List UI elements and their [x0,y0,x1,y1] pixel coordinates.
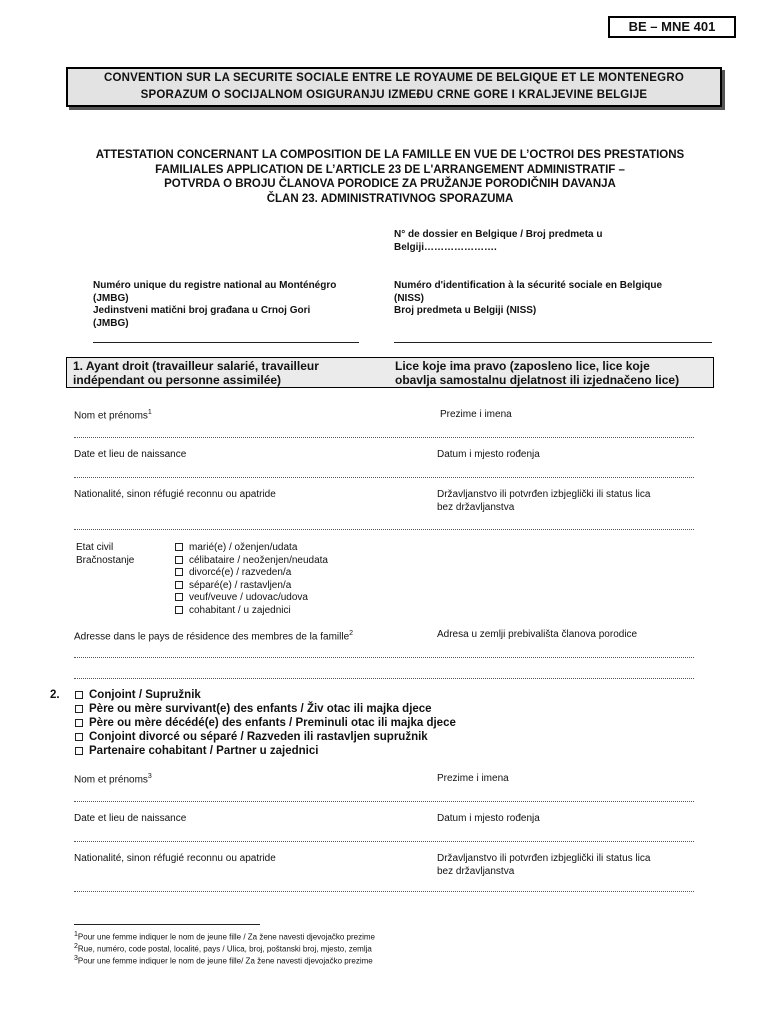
relation-option-label: Père ou mère décédé(e) des enfants / Preminuli otac ili majka djece [89,717,456,729]
form-code: BE – MNE 401 [608,16,736,38]
civil-option-label: séparé(e) / rastavljen/a [189,579,292,591]
footnote-ref-3: 3 [147,773,152,780]
s1-address-label-fr [74,628,353,644]
checkbox[interactable] [175,593,183,601]
section-1-title-fr-line-2: indépendant ou personne assimilée) [73,372,282,387]
s2-nationality-label-me-line-1: Državljanstvo ili potvrđen izbjeglički ili status lica [437,853,651,864]
footnote-text: Rue, numéro, code postal, localité, pays / Ulica, broj, poštanski broj, mjesto, zemlja [77,944,372,954]
s2-name-label-fr [74,771,152,787]
checkbox[interactable] [175,556,183,564]
convention-title-me: SPORAZUM O SOCIJALNOM OSIGURANJU IZMEĐU CRNE GORE I KRALJEVINE BELGIJE [140,89,648,101]
convention-title [66,67,722,107]
footnote-3 [74,954,375,966]
relation-option-label: Partenaire cohabitant / Partner u zajednici [89,745,319,757]
relation-option-cohabiting-partner[interactable] [75,744,456,758]
section-1-title-me [395,360,711,387]
niss-label-line-1: Numéro d'identification à la sécurité sociale en Belgique [394,280,663,291]
civil-status-options [175,542,328,617]
attestation-line-1: ATTESTATION CONCERNANT LA COMPOSITION DE LA FAMILLE EN VUE DE L’OCTROI DES PRESTATIONS [95,149,685,161]
relation-option-surviving-parent[interactable] [75,702,456,716]
footnote-1 [74,930,375,942]
dossier-label-line-1: N° de dossier en Belgique / Broj predmeta u [394,229,603,240]
civil-option-divorced[interactable] [175,567,328,580]
footnote-ref-2: 2 [349,630,354,637]
s2-nationality-input-line[interactable] [74,891,694,892]
section-1-title-me-line-1: Lice koje ima pravo (zaposleno lice, lice koje [395,359,650,373]
footnote-2 [74,942,375,954]
s1-name-label-me: Prezime i imena [440,409,512,420]
civil-option-label: veuf/veuve / udovac/udova [189,592,308,603]
s1-name-input-line[interactable] [74,437,694,438]
civil-status-label-fr: Etat civil [76,542,114,553]
s2-birth-label-me: Datum i mjesto rođenja [437,813,540,824]
civil-option-married[interactable] [175,542,328,555]
s1-birth-label-fr: Date et lieu de naissance [74,449,187,460]
dossier-number-field[interactable] [394,229,694,254]
s1-address-input-line-1[interactable] [74,657,694,658]
civil-option-label: cohabitant / u zajednici [189,604,291,616]
footnote-separator [74,924,260,925]
s2-nationality-label-me-line-2: bez državljanstva [437,865,515,877]
niss-label-line-3: Broj predmeta u Belgiji (NISS) [394,305,537,316]
s2-name-label-fr-text: Nom et prénoms [74,774,148,786]
jmbg-label-line-1: Numéro unique du registre national au Monténégro [93,280,337,291]
civil-option-single[interactable] [175,555,328,568]
relation-option-deceased-parent[interactable] [75,716,456,730]
civil-status-label [76,542,134,567]
convention-title-fr: CONVENTION SUR LA SECURITE SOCIALE ENTRE LE ROYAUME DE BELGIQUE ET LE MONTENEGRO [104,72,684,84]
s1-name-label-fr-text: Nom et prénoms [74,410,148,422]
jmbg-label [93,280,393,330]
section-2-number: 2. [50,689,60,701]
footnote-text: Pour une femme indiquer le nom de jeune fille / Za žene navesti djevojačko prezime [77,932,375,942]
section-1-title-me-line-2: obavlja samostalnu djelatnost ili izjednačeno lice) [395,372,680,387]
checkbox[interactable] [75,691,83,699]
niss-label [394,280,724,318]
civil-option-widowed[interactable] [175,592,328,605]
civil-option-label: divorcé(e) / razveden/a [189,567,292,578]
checkbox[interactable] [175,606,183,614]
s2-nationality-label-fr: Nationalité, sinon réfugié reconnu ou apatride [74,853,276,864]
footnote-number: 1 [74,931,78,938]
section-1-title-fr-line-1: 1. Ayant droit (travailleur salarié, travailleur [73,359,319,373]
s2-name-input-line[interactable] [74,801,694,802]
attestation-line-4: ČLAN 23. ADMINISTRATIVNOG SPORAZUMA [266,192,514,205]
s2-birth-input-line[interactable] [74,841,694,842]
dossier-label-line-2: Belgiji…………………. [394,241,497,253]
footnote-number: 2 [74,943,78,951]
footnote-ref-1: 1 [147,409,152,416]
section-1-title-fr [73,360,373,387]
civil-option-label: marié(e) / oženjen/udata [189,542,298,553]
jmbg-label-line-3: Jedinstveni matični broj građana u Crnoj Gori [93,305,311,316]
s1-address-label-fr-text: Adresse dans le pays de résidence des membres de la famille [74,631,350,643]
jmbg-label-line-2: (JMBG) [93,292,129,304]
civil-status-label-me: Bračnostanje [76,554,135,566]
s1-birth-input-line[interactable] [74,477,694,478]
checkbox[interactable] [75,705,83,713]
s1-birth-label-me: Datum i mjesto rođenja [437,449,540,460]
niss-input-line[interactable] [394,342,712,343]
attestation-title [40,148,740,206]
checkbox[interactable] [175,568,183,576]
checkbox[interactable] [175,581,183,589]
s1-nationality-label-me-line-2: bez državljanstva [437,501,515,513]
relation-option-label: Conjoint divorcé ou séparé / Razveden ili rastavljen supružnik [89,731,428,743]
checkbox[interactable] [75,719,83,727]
s2-nationality-label-me [437,853,650,878]
civil-option-label: célibataire / neoženjen/neudata [189,554,328,566]
s1-nationality-label-me-line-1: Državljanstvo ili potvrđen izbjeglički ili status lica [437,489,651,500]
jmbg-label-line-4: (JMBG) [93,317,129,329]
relation-option-divorced-spouse[interactable] [75,730,456,744]
s1-address-input-line-2[interactable] [74,678,694,679]
civil-option-cohabitant[interactable] [175,605,328,618]
footnote-text: Pour une femme indiquer le nom de jeune fille/ Za žene navesti djevojačko prezime [77,956,373,966]
s1-address-label-me: Adresa u zemlji prebivališta članova porodice [437,629,638,640]
s1-nationality-input-line[interactable] [74,529,694,530]
s2-birth-label-fr: Date et lieu de naissance [74,813,187,824]
section-2-options [75,688,456,758]
s2-name-label-me: Prezime i imena [437,773,509,784]
s1-nationality-label-me [437,489,650,514]
attestation-line-2: FAMILIALES APPLICATION DE L’ARTICLE 23 DE L'ARRANGEMENT ADMINISTRATIF – [155,163,625,176]
s1-name-label-fr [74,407,152,423]
relation-option-label: Père ou mère survivant(e) des enfants / Živ otac ili majka djece [89,703,432,715]
attestation-line-3: POTVRDA O BROJU ČLANOVA PORODICE ZA PRUŽANJE PORODIČNIH DAVANJA [164,178,616,190]
checkbox[interactable] [75,747,83,755]
checkbox[interactable] [75,733,83,741]
s1-nationality-label-fr: Nationalité, sinon réfugié reconnu ou apatride [74,489,276,500]
section-1-header [66,357,714,388]
relation-option-label: Conjoint / Supružnik [89,689,201,701]
checkbox[interactable] [175,543,183,551]
footnote-number: 3 [74,955,78,963]
jmbg-input-line[interactable] [93,342,359,343]
relation-option-spouse[interactable] [75,688,456,702]
footnotes [74,930,375,966]
civil-option-separated[interactable] [175,580,328,593]
niss-label-line-2: (NISS) [394,292,424,304]
